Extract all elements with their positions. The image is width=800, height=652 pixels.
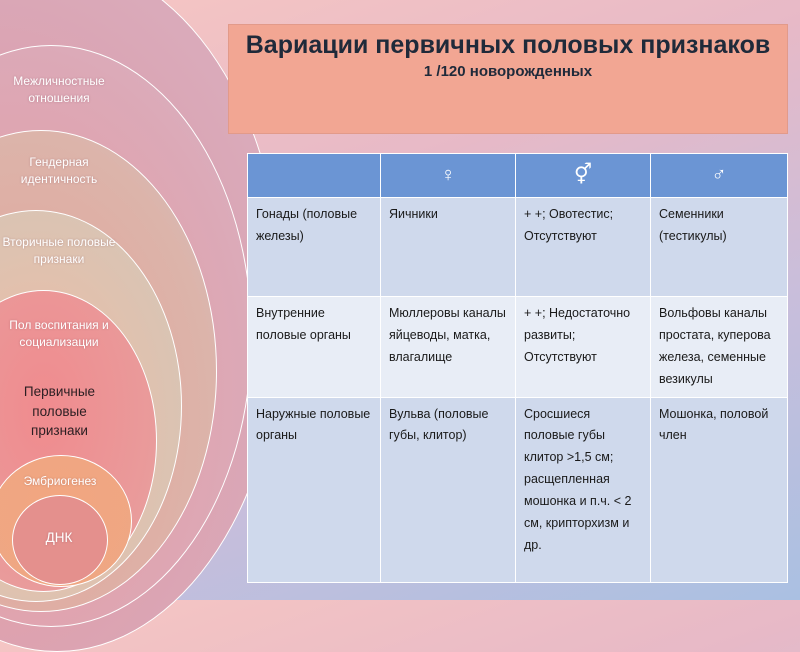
ring-label-upbringing: Пол воспитания и социализации bbox=[9, 318, 109, 350]
table-row bbox=[248, 297, 788, 398]
ring-label-primary-traits: Первичные половые признаки bbox=[23, 384, 96, 439]
header-empty bbox=[248, 154, 381, 198]
row-label: Гонады (половые железы) bbox=[248, 198, 381, 297]
table-header-row bbox=[248, 154, 788, 198]
table-row bbox=[248, 397, 788, 583]
intersex-cell: Сросшиеся половые губы клитор >1,5 см; расщепленная мошонка и п.ч. < 2 см, крипторхизм и др. bbox=[516, 397, 651, 583]
ring-label-dna: ДНК bbox=[45, 530, 73, 545]
ring-label-gender-identity: Гендерная идентичность bbox=[20, 155, 98, 187]
intersex-symbol-header: ⚥ bbox=[516, 154, 651, 198]
male-cell: Вольфовы каналы простата, куперова железа, семенные везикулы bbox=[651, 297, 788, 398]
male-cell: Семенники (тестикулы) bbox=[651, 198, 788, 297]
ring-label-interpersonal: Межличностные отношения bbox=[13, 74, 105, 106]
page-title: Вариации первичных половых признаков bbox=[245, 31, 771, 59]
variations-table bbox=[247, 153, 788, 583]
intersex-cell: + +; Недостаточно развиты; Отсутствуют bbox=[516, 297, 651, 398]
male-symbol-header: ♂ bbox=[651, 154, 788, 198]
intersex-cell: + +; Овотестис; Отсутствуют bbox=[516, 198, 651, 297]
female-cell: Мюллеровы каналы яйцеводы, матка, влагалище bbox=[381, 297, 516, 398]
female-symbol-header: ♀ bbox=[381, 154, 516, 198]
male-cell: Мошонка, половой член bbox=[651, 397, 788, 583]
ring-label-embryogenesis: Эмбриогенез bbox=[23, 474, 97, 488]
female-cell: Яичники bbox=[381, 198, 516, 297]
row-label: Внутренние половые органы bbox=[248, 297, 381, 398]
ring-label-secondary-traits: Вторичные половые признаки bbox=[2, 235, 116, 267]
row-label: Наружные половые органы bbox=[248, 397, 381, 583]
title-banner bbox=[228, 24, 788, 134]
female-cell: Вульва (половые губы, клитор) bbox=[381, 397, 516, 583]
page-subtitle: 1 /120 новорожденных bbox=[423, 62, 593, 80]
table-row bbox=[248, 198, 788, 297]
